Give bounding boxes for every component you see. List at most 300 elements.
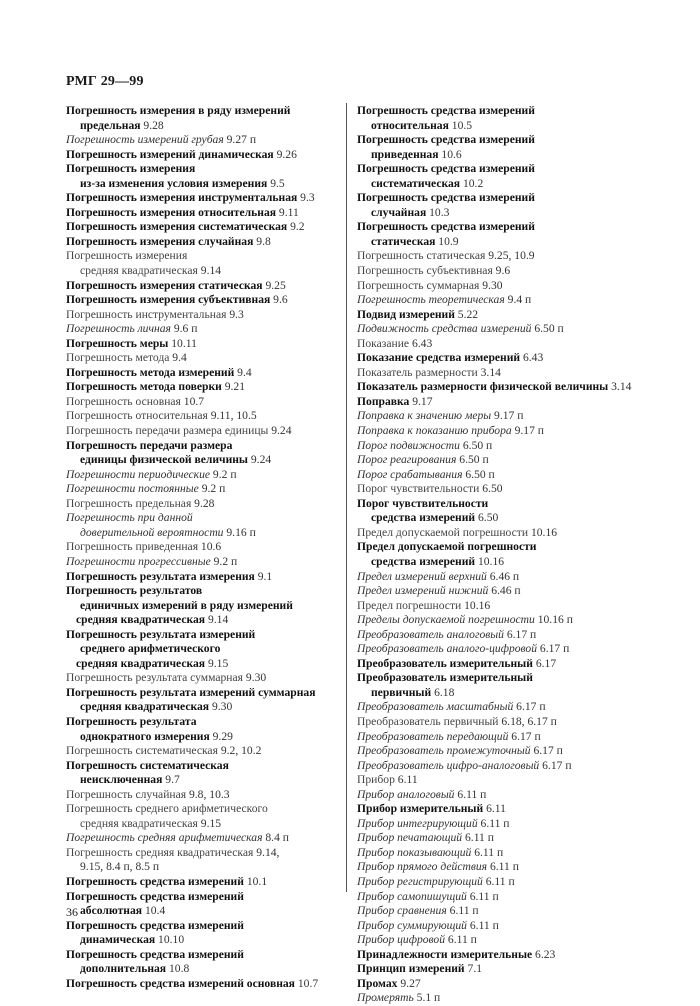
index-entry: [66, 351, 344, 366]
section-reference: 6.17 п: [508, 729, 541, 743]
index-term: [357, 977, 682, 992]
section-reference: 10.6: [198, 540, 222, 554]
section-reference: 9.14,: [253, 845, 280, 859]
term-text: Погрешность передачи размера единицы: [66, 424, 269, 438]
section-reference: 6.50 п: [459, 438, 493, 452]
index-term: [66, 628, 344, 643]
index-entry: [66, 628, 344, 672]
index-entry: [357, 599, 682, 614]
index-entry: [357, 293, 682, 308]
term-text: Погрешности постоянные: [66, 482, 199, 496]
index-term: [357, 322, 682, 337]
term-text: Прибор суммирующий: [357, 918, 467, 932]
section-reference: 9.25, 10.9: [485, 249, 535, 263]
term-text: систематическая: [371, 176, 461, 190]
index-column-right: [357, 104, 682, 1006]
index-entry: [66, 235, 344, 250]
section-reference: 9.24: [248, 453, 272, 467]
index-entry: [66, 759, 344, 788]
index-entry: [357, 846, 682, 861]
index-term: [357, 788, 682, 803]
index-entry: [357, 540, 682, 569]
term-text: Преобразователь аналоговый: [357, 627, 504, 641]
term-text: Погрешность средства измерений основная: [66, 976, 295, 990]
section-reference: 9.30: [209, 700, 233, 714]
term-text: Прибор показывающий: [357, 845, 472, 859]
index-term-continuation: [357, 555, 682, 570]
section-reference: 10.1: [243, 874, 268, 888]
index-entry: [66, 395, 344, 410]
term-text: Подвижность средства измерений: [357, 322, 532, 336]
index-term-continuation: [66, 453, 344, 468]
index-term: [357, 962, 682, 977]
section-reference: 10.16: [461, 598, 491, 612]
index-term-continuation: [66, 933, 344, 948]
section-reference: 9.26: [273, 147, 297, 161]
index-entry: [357, 831, 682, 846]
index-entry: [357, 162, 682, 191]
term-text: Погрешность личная: [66, 322, 171, 336]
term-text: Прибор сравнения: [357, 904, 447, 918]
index-term-continuation: [357, 235, 682, 250]
index-term: [66, 846, 344, 861]
index-term: [357, 730, 682, 745]
index-term: [66, 351, 344, 366]
section-reference: 10.6: [438, 147, 462, 161]
section-reference: 3.14: [477, 365, 501, 379]
index-entry: [357, 700, 682, 715]
index-entry: [357, 715, 682, 730]
term-text: Прибор прямого действия: [357, 860, 488, 874]
section-reference: 9.27 п: [223, 133, 257, 147]
index-entry: [66, 846, 344, 875]
section-reference: 9.4: [169, 351, 187, 365]
index-entry: [357, 264, 682, 279]
term-text: Предел погрешности: [357, 598, 462, 612]
index-entry: [357, 308, 682, 323]
term-text: Погрешности прогрессивные: [66, 554, 211, 568]
section-reference: 6.23: [532, 947, 556, 961]
section-reference: 9.2 п: [210, 554, 238, 568]
section-reference: 6.11: [394, 773, 418, 787]
index-term: [357, 700, 682, 715]
index-term: [357, 409, 682, 424]
term-text: Преобразователь масштабный: [357, 700, 514, 714]
index-term: [357, 220, 682, 235]
index-term: [66, 220, 344, 235]
term-text: Погрешность средства измерений: [357, 191, 535, 205]
index-term: [357, 657, 682, 672]
index-entry: [357, 802, 682, 817]
term-text: Погрешность средства измерений: [357, 220, 535, 234]
term-text: Погрешность среднего арифметического: [66, 802, 268, 816]
index-entry: [357, 773, 682, 788]
term-text: среднего арифметического: [80, 642, 221, 656]
column-divider: [346, 103, 347, 892]
index-term: [357, 424, 682, 439]
index-term: [357, 162, 682, 177]
term-text: Прибор печатающий: [357, 831, 463, 845]
index-term: [357, 802, 682, 817]
term-text: Погрешность измерения случайная: [66, 234, 254, 248]
section-reference: 6.17 п: [530, 744, 563, 758]
term-text: Погрешность измерения субъективная: [66, 293, 271, 307]
term-text: Погрешность результата: [66, 714, 197, 728]
index-term: [357, 599, 682, 614]
term-text: Погрешность случайная: [66, 787, 187, 801]
term-text: Погрешность измерений динамическая: [66, 147, 274, 161]
index-entry: [66, 220, 344, 235]
index-term: [357, 439, 682, 454]
section-reference: 9.6 п: [170, 322, 198, 336]
term-text: средняя квадратическая: [76, 613, 206, 627]
term-text: однократного измерения: [80, 729, 210, 743]
index-entry: [357, 875, 682, 890]
index-term-continuation: [357, 177, 682, 192]
index-entry: [357, 671, 682, 700]
section-reference: 6.17 п: [513, 700, 546, 714]
index-entry: [66, 497, 344, 512]
term-text: Показатель размерности: [357, 365, 478, 379]
section-reference: 9.28: [140, 118, 164, 132]
section-reference: 10.8: [166, 962, 190, 976]
section-reference: 6.46 п: [488, 584, 521, 598]
index-term: [357, 613, 682, 628]
index-entry: [66, 206, 344, 221]
index-entry: [357, 482, 682, 497]
index-entry: [66, 831, 344, 846]
section-reference: 9.8, 10.3: [186, 787, 230, 801]
section-reference: 10.3: [426, 205, 450, 219]
term-text: средства измерений: [371, 554, 476, 568]
index-entry: [66, 322, 344, 337]
index-term: [357, 759, 682, 774]
index-term: [357, 497, 682, 512]
index-entry: [66, 788, 344, 803]
section-reference: 6.43: [409, 336, 433, 350]
section-reference: 6.50 п: [462, 467, 495, 481]
term-text: Порог срабатывания: [357, 467, 463, 481]
index-entry: [357, 759, 682, 774]
term-text: Погрешность статическая: [357, 249, 486, 263]
section-reference: 9.17 п: [511, 424, 544, 438]
term-text: Погрешность меры: [66, 336, 169, 350]
index-term-continuation: [66, 860, 344, 875]
section-reference: 9.8: [253, 234, 271, 248]
term-text: Погрешность результата измерения: [66, 569, 255, 583]
term-text: Погрешность средняя квадратическая: [66, 845, 254, 859]
index-term: [66, 555, 344, 570]
index-term: [357, 482, 682, 497]
section-reference: 10.16 п: [534, 613, 573, 627]
term-text: Прибор: [357, 773, 395, 787]
index-term-continuation: [66, 962, 344, 977]
term-text: Погрешность результата измерений суммарная: [66, 685, 316, 699]
term-text: Поправка: [357, 394, 410, 408]
index-term: [357, 744, 682, 759]
index-term: [66, 977, 344, 992]
index-term: [66, 482, 344, 497]
index-entry: [66, 686, 344, 715]
index-term: [66, 322, 344, 337]
section-reference: 10.5: [448, 118, 473, 132]
section-reference: 10.7: [294, 976, 319, 990]
index-entry: [357, 962, 682, 977]
term-text: Погрешность измерения инструментальная: [66, 191, 298, 205]
index-term: [66, 686, 344, 701]
term-text: неисключенная: [80, 773, 163, 787]
section-reference: 6.11 п: [462, 831, 494, 845]
index-term: [357, 671, 682, 686]
index-entry: [66, 744, 344, 759]
index-term: [357, 890, 682, 905]
section-reference: 9.16 п: [223, 525, 256, 539]
index-entry: [357, 453, 682, 468]
index-entry: [66, 540, 344, 555]
index-term: [66, 104, 344, 119]
index-term-continuation: [66, 773, 344, 788]
index-term: [357, 104, 682, 119]
section-reference: 6.11 п: [482, 874, 515, 888]
index-term: [66, 497, 344, 512]
term-text: Принадлежности измерительные: [357, 947, 533, 961]
section-reference: 9.30: [243, 671, 267, 685]
term-text: Погрешность основная: [66, 394, 181, 408]
section-reference: 9.4 п: [504, 293, 532, 307]
index-entry: [357, 366, 682, 381]
index-entry: [66, 162, 344, 191]
section-reference: 9.27: [397, 976, 421, 990]
index-entry: [66, 977, 344, 992]
index-entry: [357, 395, 682, 410]
index-term: [357, 308, 682, 323]
term-text: случайная: [371, 205, 427, 219]
section-reference: 10.11: [168, 336, 197, 350]
section-reference: 9.17: [409, 394, 433, 408]
term-text: статическая: [371, 234, 436, 248]
section-reference: 9.14: [197, 264, 222, 278]
section-reference: 6.17 п: [503, 627, 537, 641]
index-entry: [66, 802, 344, 831]
index-term: [357, 540, 682, 555]
section-reference: 7.1: [464, 962, 483, 976]
section-reference: 9.2, 10.2: [217, 744, 262, 758]
index-term: [66, 191, 344, 206]
term-text: Погрешность метода: [66, 351, 170, 365]
term-text: Прибор измерительный: [357, 802, 484, 816]
section-reference: 6.46 п: [486, 569, 520, 583]
term-text: Погрешность суммарная: [357, 278, 480, 292]
index-entry: [357, 133, 682, 162]
section-reference: 6.17 п: [537, 642, 570, 656]
section-reference: 9.4: [234, 365, 252, 379]
index-term: [66, 802, 344, 817]
term-text: первичный: [371, 685, 432, 699]
section-reference: 10.10: [155, 933, 185, 947]
index-entry: [357, 220, 682, 249]
section-reference: 9.15: [197, 816, 222, 830]
index-entry: [357, 279, 682, 294]
section-reference: 9.6: [270, 293, 288, 307]
index-term-continuation: [357, 206, 682, 221]
section-reference: 9.3: [297, 191, 315, 205]
index-term: [357, 860, 682, 875]
index-term: [66, 206, 344, 221]
index-entry: [357, 249, 682, 264]
term-text: Погрешность средства измерений: [357, 104, 535, 117]
index-term: [357, 817, 682, 832]
index-term: [66, 424, 344, 439]
section-reference: 6.11: [483, 802, 506, 816]
term-text: средняя квадратическая: [76, 656, 206, 670]
index-entry: [66, 293, 344, 308]
section-reference: 6.11 п: [454, 787, 487, 801]
index-term: [357, 351, 682, 366]
section-reference: 6.11 п: [446, 904, 479, 918]
index-entry: [66, 890, 344, 919]
section-reference: 6.11 п: [466, 889, 499, 903]
index-term: [66, 875, 344, 890]
term-text: Показание: [357, 336, 410, 350]
index-entry: [357, 730, 682, 745]
index-term: [357, 948, 682, 963]
index-term: [66, 715, 344, 730]
index-entry: [357, 860, 682, 875]
section-reference: 9.7: [162, 773, 180, 787]
index-entry: [357, 657, 682, 672]
index-term: [66, 759, 344, 774]
term-text: средства измерений: [371, 511, 476, 525]
index-term: [66, 308, 344, 323]
section-reference: 9.11: [276, 205, 299, 219]
section-reference: 6.50 п: [456, 453, 489, 467]
index-term: [66, 831, 344, 846]
index-entry: [357, 468, 682, 483]
section-reference: 10.16: [475, 554, 505, 568]
term-text: Прибор аналоговый: [357, 787, 455, 801]
term-text: Прибор самопишущий: [357, 889, 467, 903]
index-term: [66, 395, 344, 410]
term-text: Преобразователь первичный: [357, 714, 499, 728]
index-term: [66, 671, 344, 686]
index-entry: [357, 628, 682, 643]
section-reference: 10.7: [180, 394, 205, 408]
index-entry: [66, 104, 344, 133]
index-term: [357, 264, 682, 279]
index-term: [357, 366, 682, 381]
term-text: Погрешность субъективная: [357, 264, 493, 278]
term-text: Порог реагирования: [357, 453, 457, 467]
index-term: [66, 293, 344, 308]
index-term: [357, 831, 682, 846]
index-term: [66, 890, 344, 905]
index-term-continuation: [357, 511, 682, 526]
index-term-continuation: [66, 526, 344, 541]
index-entry: [357, 497, 682, 526]
index-term-continuation: [66, 904, 344, 919]
term-text: Погрешность измерения относительная: [66, 205, 277, 219]
index-entry: [357, 904, 682, 919]
index-entry: [66, 875, 344, 890]
term-text: Порог чувствительности: [357, 496, 489, 510]
term-text: Погрешность систематическая: [66, 758, 229, 772]
section-reference: 9.28: [191, 496, 215, 510]
index-term: [357, 468, 682, 483]
term-text: средняя квадратическая: [80, 816, 198, 830]
section-reference: 9.15, 8.4 п, 8.5 п: [80, 860, 160, 874]
index-entry: [357, 409, 682, 424]
term-text: Предел допускаемой погрешности: [357, 540, 537, 554]
index-term: [357, 584, 682, 599]
index-entry: [357, 948, 682, 963]
index-entry: [66, 133, 344, 148]
index-entry: [357, 526, 682, 541]
index-term: [357, 380, 682, 395]
term-text: Погрешности периодические: [66, 467, 211, 481]
section-reference: 6.11 п: [466, 918, 499, 932]
index-term: [357, 628, 682, 643]
index-term: [357, 395, 682, 410]
section-reference: 8.4 п: [262, 831, 289, 845]
index-term: [66, 380, 344, 395]
term-text: Погрешность средства измерений: [66, 874, 244, 888]
term-text: Погрешность предельная: [66, 496, 192, 510]
index-term: [66, 337, 344, 352]
term-text: Поправка к значению меры: [357, 409, 492, 423]
term-text: относительная: [371, 118, 449, 132]
term-text: предельная: [80, 118, 141, 132]
index-term: [357, 919, 682, 934]
index-entry: [357, 991, 682, 1006]
index-term: [66, 439, 344, 454]
index-entry: [66, 380, 344, 395]
index-term: [66, 249, 344, 264]
section-reference: 9.2 п: [198, 482, 226, 496]
index-entry: [357, 933, 682, 948]
section-reference: 10.4: [142, 904, 166, 918]
index-entry: [357, 191, 682, 220]
index-term-continuation: [357, 686, 682, 701]
section-reference: 5.1 п: [413, 991, 441, 1005]
index-entry: [357, 744, 682, 759]
term-text: Погрешность результата суммарная: [66, 671, 243, 685]
index-term-continuation: [66, 613, 344, 628]
index-term-continuation: [357, 148, 682, 163]
index-term-continuation: [66, 177, 344, 192]
index-entry: [357, 380, 682, 395]
section-reference: 9.11, 10.5: [207, 409, 257, 423]
term-text: Погрешность средства измерений: [357, 162, 535, 176]
index-term-continuation: [66, 657, 344, 672]
index-term: [66, 511, 344, 526]
index-entry: [357, 439, 682, 454]
term-text: единичных измерений в ряду измерений: [80, 598, 293, 612]
index-entry: [357, 351, 682, 366]
index-entry: [66, 948, 344, 977]
term-text: Преобразователь цифро-аналоговый: [357, 758, 540, 772]
term-text: Пределы допускаемой погрешности: [357, 613, 535, 627]
index-term-continuation: [66, 119, 344, 134]
term-text: Промах: [357, 976, 398, 990]
index-entry: [357, 337, 682, 352]
term-text: доверительной вероятности: [80, 525, 224, 539]
section-reference: 10.16: [528, 525, 558, 539]
term-text: Погрешность измерения: [66, 249, 188, 263]
section-reference: 6.18, 6.17 п: [498, 714, 557, 728]
index-entry: [66, 715, 344, 744]
index-entry: [66, 148, 344, 163]
index-term: [357, 715, 682, 730]
